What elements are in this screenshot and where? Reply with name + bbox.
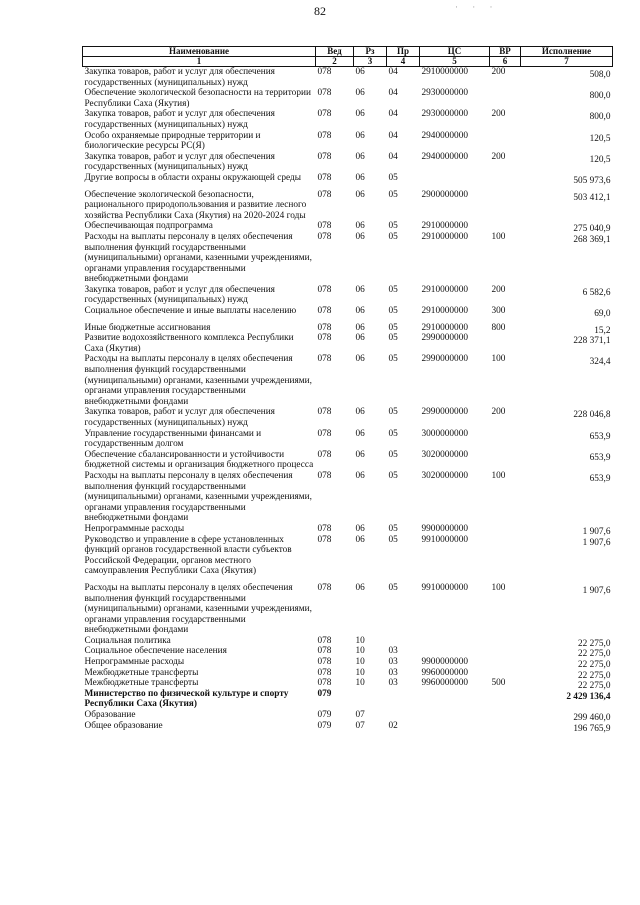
row-value: 22 275,0 — [577, 670, 611, 681]
row-ved: 078 — [317, 67, 332, 77]
table-row — [83, 109, 613, 130]
row-pr: 05 — [388, 231, 398, 242]
row-value: 2 429 136,4 — [566, 691, 611, 702]
row-cs: 2990000000 — [421, 333, 468, 344]
row-rz: 10 — [355, 667, 365, 678]
table-row — [83, 689, 613, 710]
row-vr: 100 — [491, 354, 506, 365]
row-cs: 2930000000 — [421, 109, 468, 120]
row-pr: 05 — [388, 534, 398, 545]
row-value-cell — [521, 429, 613, 450]
row-rz: 06 — [355, 231, 365, 242]
table-row — [83, 668, 613, 679]
row-cs: 2930000000 — [421, 88, 468, 99]
row-name: Закупка товаров, работ и услуг для обеспечения государственных (муниципальных) нужд — [84, 109, 275, 130]
row-cs — [420, 173, 490, 184]
row-name: Расходы на выплаты персоналу в целях обеспечения выполнения функций государственными (муниципальными) органами, казенными учреждениями, органами управления государственными внебюджетными фондами — [84, 231, 312, 285]
row-pr: 02 — [388, 720, 398, 731]
row-rz: 06 — [355, 322, 365, 333]
row-cs — [420, 646, 490, 657]
table-row — [83, 354, 613, 407]
row-rz: 10 — [355, 646, 365, 657]
row-pr: 05 — [388, 582, 398, 593]
row-rz: 10 — [355, 657, 365, 668]
row-value: 120,5 — [589, 154, 611, 165]
row-name: Межбюджетные трансферты — [84, 678, 199, 689]
row-vr — [490, 429, 521, 450]
row-vr — [490, 333, 521, 354]
row-cs: 3020000000 — [421, 470, 468, 481]
row-pr: 05 — [388, 172, 398, 183]
row-ved: 079 — [317, 688, 332, 699]
row-name: Обеспечение сбалансированности и устойчивости бюджетной системы и организация бюджетного процесса — [84, 449, 314, 471]
row-ved: 078 — [317, 172, 332, 183]
row-pr: 05 — [388, 221, 398, 232]
row-vr — [490, 668, 521, 679]
row-pr — [387, 710, 420, 721]
table-row — [83, 646, 613, 657]
row-value: 800,0 — [589, 112, 611, 123]
row-ved: 078 — [317, 221, 332, 232]
row-ved: 079 — [317, 710, 332, 721]
row-vr — [490, 657, 521, 668]
row-rz: 06 — [355, 333, 365, 344]
row-cs: 2910000000 — [421, 231, 468, 242]
row-value: 15,2 — [594, 325, 611, 336]
row-value-cell — [521, 232, 613, 285]
table-row — [83, 721, 613, 732]
row-ved: 078 — [317, 470, 332, 481]
row-name: Непрограммные расходы — [84, 523, 185, 534]
row-value-cell — [521, 524, 613, 535]
row-rz: 06 — [355, 130, 365, 141]
row-vr — [490, 689, 521, 710]
row-pr — [387, 689, 420, 710]
row-value: 22 275,0 — [577, 681, 611, 692]
row-pr: 05 — [388, 449, 398, 460]
row-cs: 9910000000 — [421, 582, 468, 593]
row-ved: 078 — [317, 428, 332, 439]
row-name: Обеспечение экологической безопасности на территории Республики Саха (Якутия) — [84, 88, 311, 109]
row-rz: 07 — [355, 720, 365, 731]
row-value-cell — [521, 646, 613, 660]
row-ved: 078 — [317, 284, 332, 295]
row-name: Межбюджетные трансферты — [84, 667, 199, 678]
row-name: Иные бюджетные ассигнования — [84, 322, 211, 333]
row-cs: 2900000000 — [421, 189, 468, 200]
row-vr — [490, 221, 521, 232]
row-value-cell — [521, 583, 613, 636]
table-row — [83, 657, 613, 668]
row-value: 503 412,1 — [573, 192, 611, 203]
row-cs: 2940000000 — [421, 130, 468, 141]
row-value-cell — [521, 306, 613, 320]
row-cs — [420, 636, 490, 647]
row-vr: 200 — [491, 151, 506, 162]
row-value-cell — [521, 333, 613, 354]
row-ved: 078 — [317, 109, 332, 120]
row-rz: 06 — [355, 151, 365, 162]
row-rz: 06 — [355, 221, 365, 232]
row-value: 196 765,9 — [573, 723, 611, 734]
row-value-cell — [521, 152, 613, 173]
row-name: Непрограммные расходы — [84, 657, 185, 668]
table-row — [83, 583, 613, 636]
row-pr: 04 — [388, 67, 398, 77]
row-rz: 06 — [355, 284, 365, 295]
row-ved: 078 — [317, 523, 332, 534]
col-number: 7 — [521, 57, 613, 67]
table-row — [83, 306, 613, 317]
row-ved: 078 — [317, 407, 332, 418]
row-value-cell — [521, 190, 613, 222]
row-value: 800,0 — [589, 91, 611, 102]
row-ved: 078 — [317, 354, 332, 365]
row-name: Расходы на выплаты персоналу в целях обеспечения выполнения функций государственными (муниципальными) органами, казенными учреждениями, органами управления государственными внебюджетными фондами — [84, 582, 312, 636]
row-value-cell — [521, 354, 613, 407]
row-pr: 04 — [388, 88, 398, 99]
row-cs: 9910000000 — [421, 534, 468, 545]
row-pr: 05 — [388, 470, 398, 481]
row-pr: 05 — [388, 322, 398, 333]
row-vr: 200 — [491, 284, 506, 295]
row-rz: 06 — [355, 88, 365, 99]
row-ved: 078 — [317, 88, 332, 99]
row-rz: 06 — [355, 428, 365, 439]
row-vr — [490, 88, 521, 109]
row-ved: 078 — [317, 657, 332, 668]
row-name: Социальная политика — [84, 635, 171, 646]
table-row — [83, 471, 613, 524]
row-vr — [490, 173, 521, 184]
row-pr — [387, 636, 420, 647]
row-value-cell — [521, 535, 613, 577]
col-number: 1 — [83, 57, 316, 67]
row-rz: 10 — [355, 635, 365, 646]
row-name: Закупка товаров, работ и услуг для обеспечения государственных (муниципальных) нужд — [84, 407, 275, 428]
col-number: 6 — [490, 57, 521, 67]
row-value: 505 973,6 — [573, 175, 611, 186]
row-ved: 078 — [317, 534, 332, 545]
row-value: 228 046,8 — [573, 410, 611, 421]
row-value: 22 275,0 — [577, 649, 611, 660]
row-cs: 9900000000 — [421, 657, 468, 668]
table-row — [83, 232, 613, 285]
row-pr: 05 — [388, 523, 398, 534]
table-row — [83, 173, 613, 184]
row-rz — [354, 689, 387, 710]
row-value-cell — [521, 173, 613, 184]
row-pr: 05 — [388, 428, 398, 439]
row-value-cell — [521, 450, 613, 471]
row-vr: 800 — [491, 322, 506, 333]
row-pr: 04 — [388, 130, 398, 141]
row-name: Социальное обеспечение и иные выплаты населению — [84, 306, 297, 317]
row-name: Закупка товаров, работ и услуг для обеспечения государственных (муниципальных) нужд — [84, 67, 275, 88]
row-cs: 2940000000 — [421, 151, 468, 162]
row-cs: 2910000000 — [421, 67, 468, 77]
scan-marks: · · · — [455, 2, 499, 12]
row-value: 120,5 — [589, 133, 611, 144]
col-header-vr: ВР — [490, 47, 521, 57]
row-pr: 03 — [388, 646, 398, 657]
row-value: 1 907,6 — [582, 585, 611, 596]
row-cs: 2910000000 — [421, 221, 468, 232]
table-row — [83, 131, 613, 152]
row-value-cell — [521, 285, 613, 306]
row-name: Обеспечивающая подпрограмма — [84, 221, 213, 232]
row-name: Расходы на выплаты персоналу в целях обеспечения выполнения функций государственными (муниципальными) органами, казенными учреждениями, органами управления государственными внебюджетными фондами — [84, 470, 312, 524]
row-vr — [490, 710, 521, 721]
row-ved: 078 — [317, 582, 332, 593]
row-value: 653,9 — [589, 431, 611, 442]
row-value: 653,9 — [589, 452, 611, 463]
row-value-cell — [521, 407, 613, 428]
row-cs: 9960000000 — [421, 667, 468, 678]
row-vr: 100 — [491, 470, 506, 481]
row-name: Особо охраняемые природные территории и биологические ресурсы РС(Я) — [84, 130, 261, 152]
row-value-cell — [521, 710, 613, 724]
row-name: Другие вопросы в области охраны окружающей среды — [84, 172, 301, 183]
row-pr: 04 — [388, 151, 398, 162]
row-value: 653,9 — [589, 473, 611, 484]
table-row — [83, 221, 613, 232]
table-row — [83, 407, 613, 428]
row-ved: 078 — [317, 646, 332, 657]
col-number: 2 — [316, 57, 354, 67]
row-rz: 06 — [355, 582, 365, 593]
row-name: Социальное обеспечение населения — [84, 646, 227, 657]
table-row — [83, 67, 613, 89]
row-vr: 100 — [491, 582, 506, 593]
row-pr: 05 — [388, 306, 398, 317]
row-pr: 05 — [388, 407, 398, 418]
row-rz: 06 — [355, 470, 365, 481]
row-value-cell — [521, 67, 613, 89]
table-row — [83, 152, 613, 173]
row-rz: 06 — [355, 523, 365, 534]
row-name: Общее образование — [84, 720, 163, 731]
row-value: 508,0 — [589, 70, 611, 80]
row-cs: 2910000000 — [421, 322, 468, 333]
row-value: 69,0 — [594, 309, 611, 320]
row-ved: 078 — [317, 333, 332, 344]
row-vr: 200 — [491, 109, 506, 120]
row-vr — [490, 190, 521, 222]
row-name: Расходы на выплаты персоналу в целях обеспечения выполнения функций государственными (муниципальными) органами, казенными учреждениями, органами управления государственными внебюджетными фондами — [84, 354, 312, 407]
table-row — [83, 88, 613, 109]
table-row — [83, 710, 613, 721]
col-number: 4 — [387, 57, 420, 67]
row-vr: 100 — [491, 231, 506, 242]
row-name: Обеспечение экологической безопасности, рационального природопользования и развитие лесного хозяйства Республики Саха (Якутия) на 2020-2024 годы — [84, 189, 307, 221]
budget-table — [82, 46, 613, 734]
row-value: 324,4 — [589, 357, 611, 368]
col-number: 3 — [354, 57, 387, 67]
row-value: 6 582,6 — [582, 287, 611, 298]
row-rz: 06 — [355, 407, 365, 418]
row-value: 22 275,0 — [577, 660, 611, 671]
row-cs: 3000000000 — [421, 428, 468, 439]
row-cs — [420, 710, 490, 721]
table-row — [83, 285, 613, 306]
table-row — [83, 535, 613, 577]
row-value-cell — [521, 689, 613, 710]
row-vr — [490, 524, 521, 535]
row-value: 299 460,0 — [573, 713, 611, 724]
col-header-value: Исполнение — [521, 47, 613, 57]
row-vr: 200 — [491, 67, 506, 77]
row-value: 275 040,9 — [573, 224, 611, 235]
col-header-cs: ЦС — [420, 47, 490, 57]
row-vr: 300 — [491, 306, 506, 317]
row-value: 1 907,6 — [582, 526, 611, 537]
row-name: Образование — [84, 710, 136, 721]
table-row — [83, 429, 613, 450]
row-vr — [490, 721, 521, 732]
row-cs — [420, 721, 490, 732]
row-name: Развитие водохозяйственного комплекса Республики Саха (Якутия) — [84, 333, 294, 354]
row-rz: 06 — [355, 534, 365, 545]
col-number: 5 — [420, 57, 490, 67]
row-cs: 3020000000 — [421, 449, 468, 460]
row-rz: 06 — [355, 449, 365, 460]
row-name: Закупка товаров, работ и услуг для обеспечения государственных (муниципальных) нужд — [84, 284, 275, 306]
table-row — [83, 450, 613, 471]
col-header-pr: Пр — [387, 47, 420, 57]
row-vr — [490, 131, 521, 152]
row-cs: 9900000000 — [421, 523, 468, 534]
row-value: 22 275,0 — [577, 638, 611, 649]
row-value: 228 371,1 — [573, 336, 611, 347]
row-ved: 078 — [317, 678, 332, 689]
table-row — [83, 323, 613, 334]
table-body — [83, 67, 613, 732]
row-value-cell — [521, 471, 613, 524]
row-ved: 078 — [317, 306, 332, 317]
row-vr — [490, 646, 521, 657]
row-pr: 05 — [388, 284, 398, 295]
row-ved: 078 — [317, 635, 332, 646]
header-row — [83, 47, 613, 57]
row-cs: 2910000000 — [421, 306, 468, 317]
row-vr — [490, 535, 521, 577]
row-cs: 9960000000 — [421, 678, 468, 689]
col-header-name: Наименование — [83, 47, 316, 57]
row-value: 268 369,1 — [573, 234, 611, 245]
row-vr — [490, 636, 521, 647]
row-rz: 07 — [355, 710, 365, 721]
row-value-cell — [521, 323, 613, 334]
row-rz: 06 — [355, 354, 365, 365]
col-header-rz: Рз — [354, 47, 387, 57]
row-pr: 04 — [388, 109, 398, 120]
row-rz: 06 — [355, 67, 365, 77]
table-row — [83, 333, 613, 354]
page-number: 82 — [314, 4, 326, 18]
col-header-ved: Вед — [316, 47, 354, 57]
row-cs — [420, 689, 490, 710]
row-cs: 2910000000 — [421, 284, 468, 295]
row-rz: 06 — [355, 172, 365, 183]
row-name: Министерство по физической культуре и спорту Республики Саха (Якутия) — [84, 688, 289, 710]
row-value-cell — [521, 109, 613, 130]
table-row — [83, 524, 613, 535]
row-pr: 03 — [388, 678, 398, 689]
row-pr: 05 — [388, 189, 398, 200]
row-value-cell — [521, 88, 613, 109]
row-cs: 2990000000 — [421, 354, 468, 365]
row-ved: 078 — [317, 130, 332, 141]
row-pr: 03 — [388, 667, 398, 678]
row-ved: 078 — [317, 231, 332, 242]
column-number-row — [83, 57, 613, 67]
table-row — [83, 678, 613, 689]
row-value: 1 907,6 — [582, 537, 611, 548]
row-pr: 05 — [388, 333, 398, 344]
row-pr: 03 — [388, 657, 398, 668]
row-vr: 200 — [491, 407, 506, 418]
row-vr — [490, 450, 521, 471]
row-rz: 06 — [355, 109, 365, 120]
table-row — [83, 190, 613, 222]
row-rz: 06 — [355, 189, 365, 200]
row-ved: 078 — [317, 449, 332, 460]
row-name: Руководство и управление в сфере установленных функций органов государственной власти субъектов Российской Федерации, органов местного самоуправления Республики Саха (Якутия) — [84, 534, 292, 577]
row-rz: 06 — [355, 306, 365, 317]
row-vr: 500 — [491, 678, 506, 689]
row-ved: 078 — [317, 151, 332, 162]
row-ved: 079 — [317, 720, 332, 731]
row-name: Управление государственными финансами и государственным долгом — [84, 428, 262, 450]
row-cs: 2990000000 — [421, 407, 468, 418]
row-name: Закупка товаров, работ и услуг для обеспечения государственных (муниципальных) нужд — [84, 151, 275, 173]
row-ved: 078 — [317, 667, 332, 678]
row-value-cell — [521, 221, 613, 235]
row-value-cell — [521, 636, 613, 647]
row-value-cell — [521, 131, 613, 152]
table-row — [83, 636, 613, 647]
row-rz: 10 — [355, 678, 365, 689]
row-ved: 078 — [317, 189, 332, 200]
row-ved: 078 — [317, 322, 332, 333]
row-pr: 05 — [388, 354, 398, 365]
